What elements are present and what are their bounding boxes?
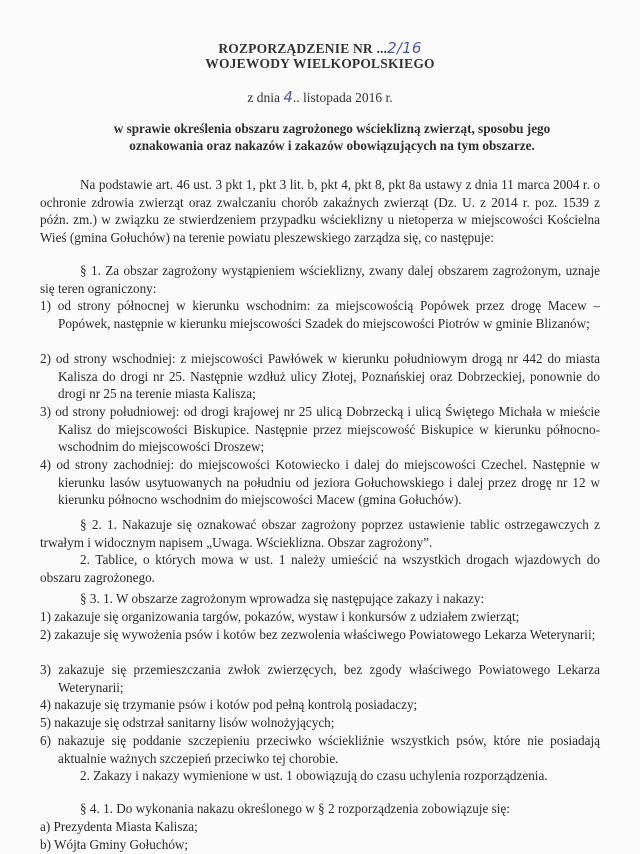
section-3-item-4: 4) nakazuje się trzymanie psów i kotów pod pełną kontrolą posiadaczy; bbox=[40, 697, 418, 712]
section-3-item-6: 6) nakazuje się poddanie szczepieniu przeciwko wściekliźnie wszystkich psów, które nie posiadają aktualnie ważnych szczepień przeciwko tej chorobie. bbox=[40, 733, 600, 766]
section-1-item-1: 1) od strony północnej w kierunku wschodnim: za miejscowością Popówek przez drogę Macew – Popówek, następnie w kierunku miejscowości Szadek do miejscowości Piotrów w gminie Blizanów; bbox=[40, 298, 600, 331]
date-suffix: .. listopada 2016 r. bbox=[292, 90, 393, 105]
section-3-item-2: 2) zakazuje się wywożenia psów i kotów bez zezwolenia właściwego Powiatowego Lekarza Weterynarii; bbox=[40, 627, 596, 642]
section-3-item-1: 1) zakazuje się organizowania targów, pokazów, wystaw i konkursów z udziałem zwierząt; bbox=[40, 609, 520, 624]
document-date bbox=[0, 88, 640, 106]
section-1-item-4: 4) od strony zachodniej: do miejscowości Kotowiecko i dalej do miejscowości Czechel. Następnie w kierunku lasów usytuowanych na południu od jeziora Gołuchowskiego i dalej przez drogę nr 12 w kierunku północno wschodnim do miejscowości Macew (gmina Gołuchów). bbox=[40, 457, 600, 508]
handwritten-day: 4 bbox=[283, 88, 293, 106]
handwritten-number: 2/16 bbox=[387, 39, 422, 57]
regulation-subject: w sprawie określenia obszaru zagrożonego wścieklizną zwierząt, sposobu jego oznakowania oraz nakazów i zakazów obowiązujących na tym obszarze. bbox=[113, 121, 551, 153]
section-4-item-b: b) Wójta Gminy Gołuchów; bbox=[40, 837, 189, 852]
section-1-intro: § 1. Za obszar zagrożony wystąpieniem wścieklizny, zwany dalej obszarem zagrożonym, uznaje się teren ograniczony: bbox=[40, 263, 600, 296]
section-4-item-a: a) Prezydenta Miasta Kalisza; bbox=[40, 819, 198, 834]
section-1-item-3: 3) od strony południowej: od drogi krajowej nr 25 ulicą Dobrzecką i ulicą Świętego Michała w mieście Kalisz do miejscowości Biskupice. Następnie przez miejscowość Biskupice w kierunku północno-wschodnim do miejscowości Droszew; bbox=[40, 404, 600, 455]
issuer-title: WOJEWODY WIELKOPOLSKIEGO bbox=[205, 56, 435, 71]
regulation-title bbox=[0, 39, 640, 57]
section-2-para-2: 2. Tablice, o których mowa w ust. 1 należy umieścić na wszystkich drogach wjazdowych do obszaru zagrożonego. bbox=[40, 552, 600, 585]
section-3-intro: § 3. 1. W obszarze zagrożonym wprowadza się następujące zakazy i nakazy: bbox=[80, 591, 485, 606]
section-3-item-3: 3) zakazuje się przemieszczania zwłok zwierzęcych, bez zgody właściwego Powiatowego Lekarza Weterynarii; bbox=[40, 662, 600, 695]
section-3-para-2: 2. Zakazy i nakazy wymienione w ust. 1 obowiązują do czasu uchylenia rozporządzenia. bbox=[80, 768, 548, 783]
section-3-item-5: 5) nakazuje się odstrzał sanitarny lisów wolnożyjących; bbox=[40, 715, 335, 730]
section-4-intro: § 4. 1. Do wykonania nakazu określonego w § 2 rozporządzenia zobowiązuje się: bbox=[80, 801, 510, 816]
section-1-item-2: 2) od strony wschodniej: z miejscowości Pawłówek w kierunku południowym drogą nr 442 do miasta Kalisza do drogi nr 25. Następnie wzdłuż ulicy Złotej, Poznańskiej oraz Dobrzeckiej, ponownie do drogi nr 25 na terenie miasta Kalisza; bbox=[40, 351, 600, 402]
preamble: Na podstawie art. 46 ust. 3 pkt 1, pkt 3 lit. b, pkt 4, pkt 8, pkt 8a ustawy z dnia 11 marca 2004 r. o ochronie zdrowia zwierząt oraz zwalczaniu chorób zakaźnych zwierząt (Dz. U. z 2014 r. poz. 1539 z późn. zm.) w związku ze stwierdzeniem przypadku wścieklizny u nietoperza w miejscowości Kościelna Wieś (gmina Gołuchów) na terenie powiatu pleszewskiego zarządza się, co następuje: bbox=[40, 177, 600, 245]
title-prefix: ROZPORZĄDZENIE NR ... bbox=[218, 41, 388, 56]
date-prefix: z dnia bbox=[247, 90, 284, 105]
section-2-para-1: § 2. 1. Nakazuje się oznakować obszar zagrożony poprzez ustawienie tablic ostrzegawczych z trwałym i widocznym napisem „Uwaga. Wścieklizna. Obszar zagrożony”. bbox=[40, 517, 600, 550]
